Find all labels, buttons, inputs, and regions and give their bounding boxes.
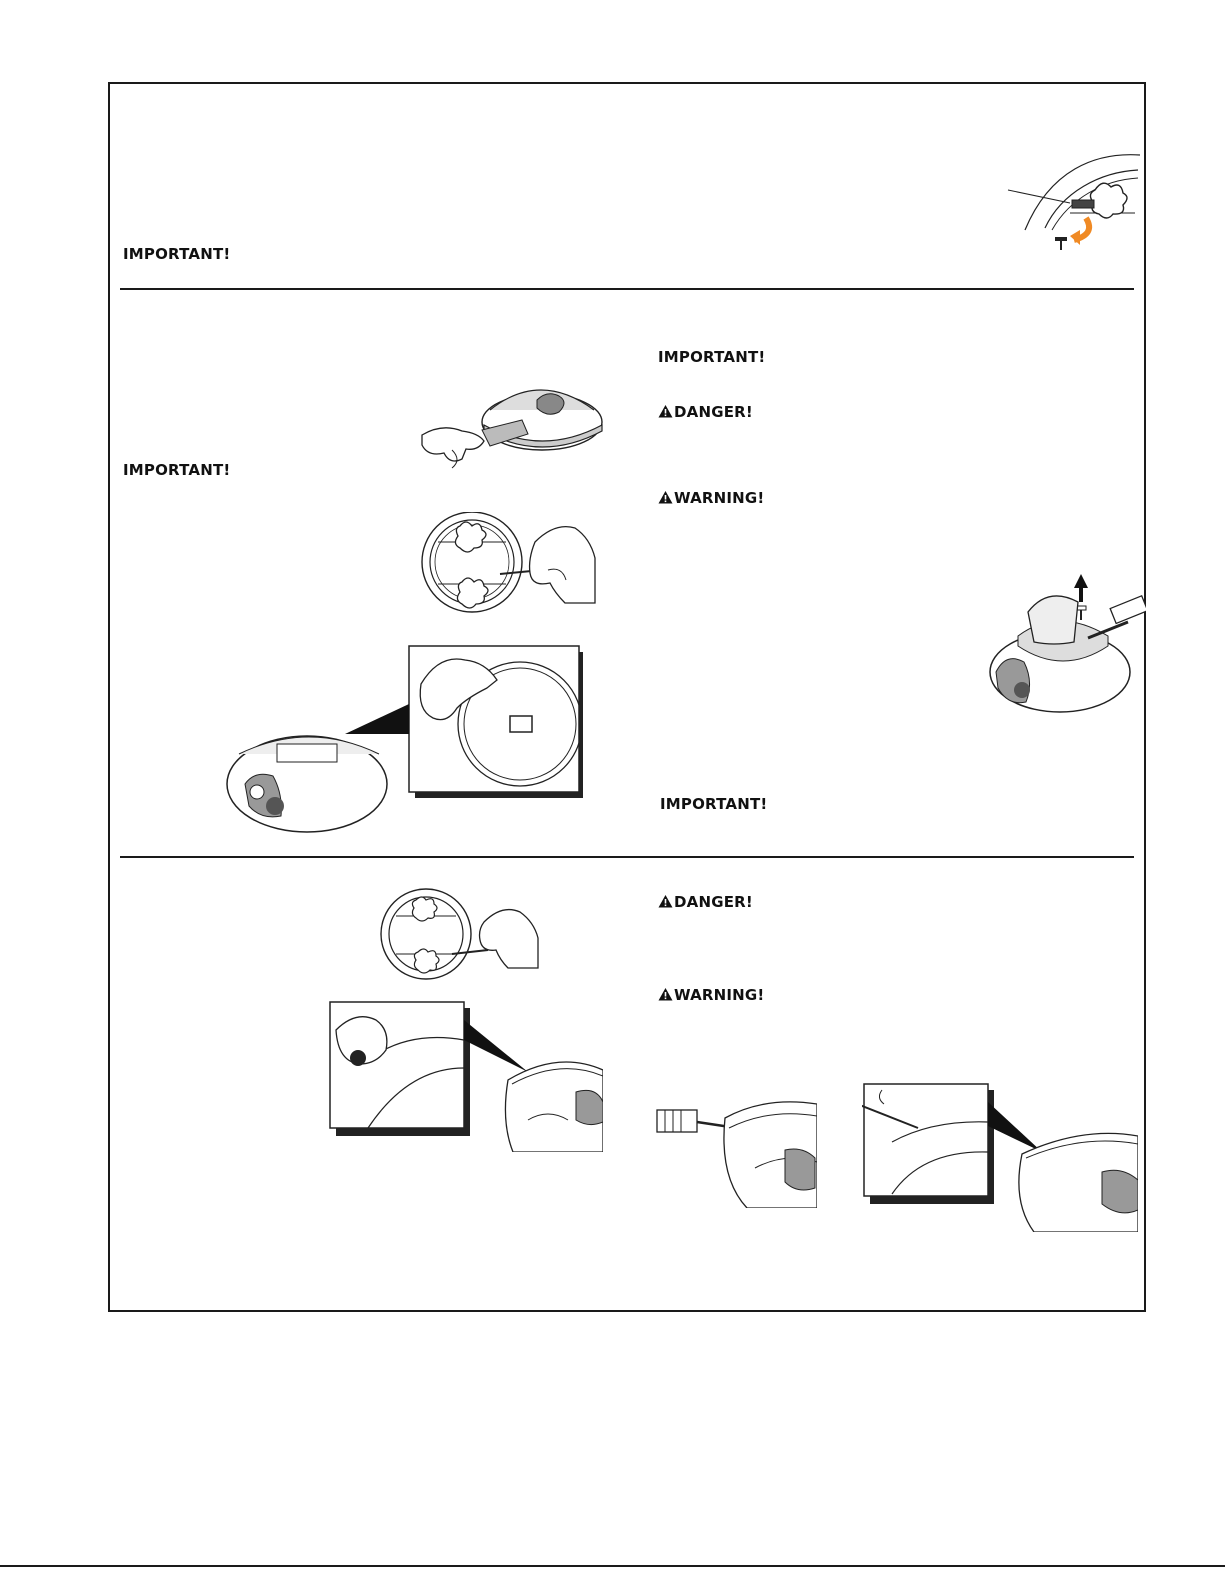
warning-label <box>658 986 764 1004</box>
warning-triangle-icon <box>658 490 673 504</box>
danger-label-text: DANGER! <box>674 893 753 911</box>
warning-label-text: WARNING! <box>674 986 765 1004</box>
danger-label <box>658 403 753 421</box>
danger-label <box>658 893 753 911</box>
screwdriver-release-illustration <box>655 1098 817 1208</box>
section-divider <box>120 856 1134 858</box>
alarm-backside-detail-illustration <box>225 644 585 839</box>
section-divider <box>120 288 1134 290</box>
battery-compartment-screwdriver-illustration <box>988 572 1146 717</box>
warning-triangle-icon <box>658 894 673 908</box>
mounting-bracket-tab-illustration <box>1000 150 1140 260</box>
latch-detail-screwdriver-illustration <box>862 1082 1138 1232</box>
warning-label-text: WARNING! <box>674 489 765 507</box>
alarm-side-latch-detail-illustration <box>328 1000 603 1152</box>
mounting-bracket-removal-illustration <box>410 512 600 614</box>
warning-label <box>658 489 764 507</box>
danger-label-text: DANGER! <box>674 403 753 421</box>
important-label: IMPORTANT! <box>658 348 766 366</box>
important-label: IMPORTANT! <box>123 461 231 479</box>
important-label: IMPORTANT! <box>123 245 231 263</box>
warning-triangle-icon <box>658 404 673 418</box>
important-label: IMPORTANT! <box>660 795 768 813</box>
pull-tab-alarm-illustration <box>412 380 607 475</box>
page-footer-line <box>0 1565 1225 1567</box>
mounting-bracket-illustration <box>380 888 548 983</box>
warning-triangle-icon <box>658 987 673 1001</box>
